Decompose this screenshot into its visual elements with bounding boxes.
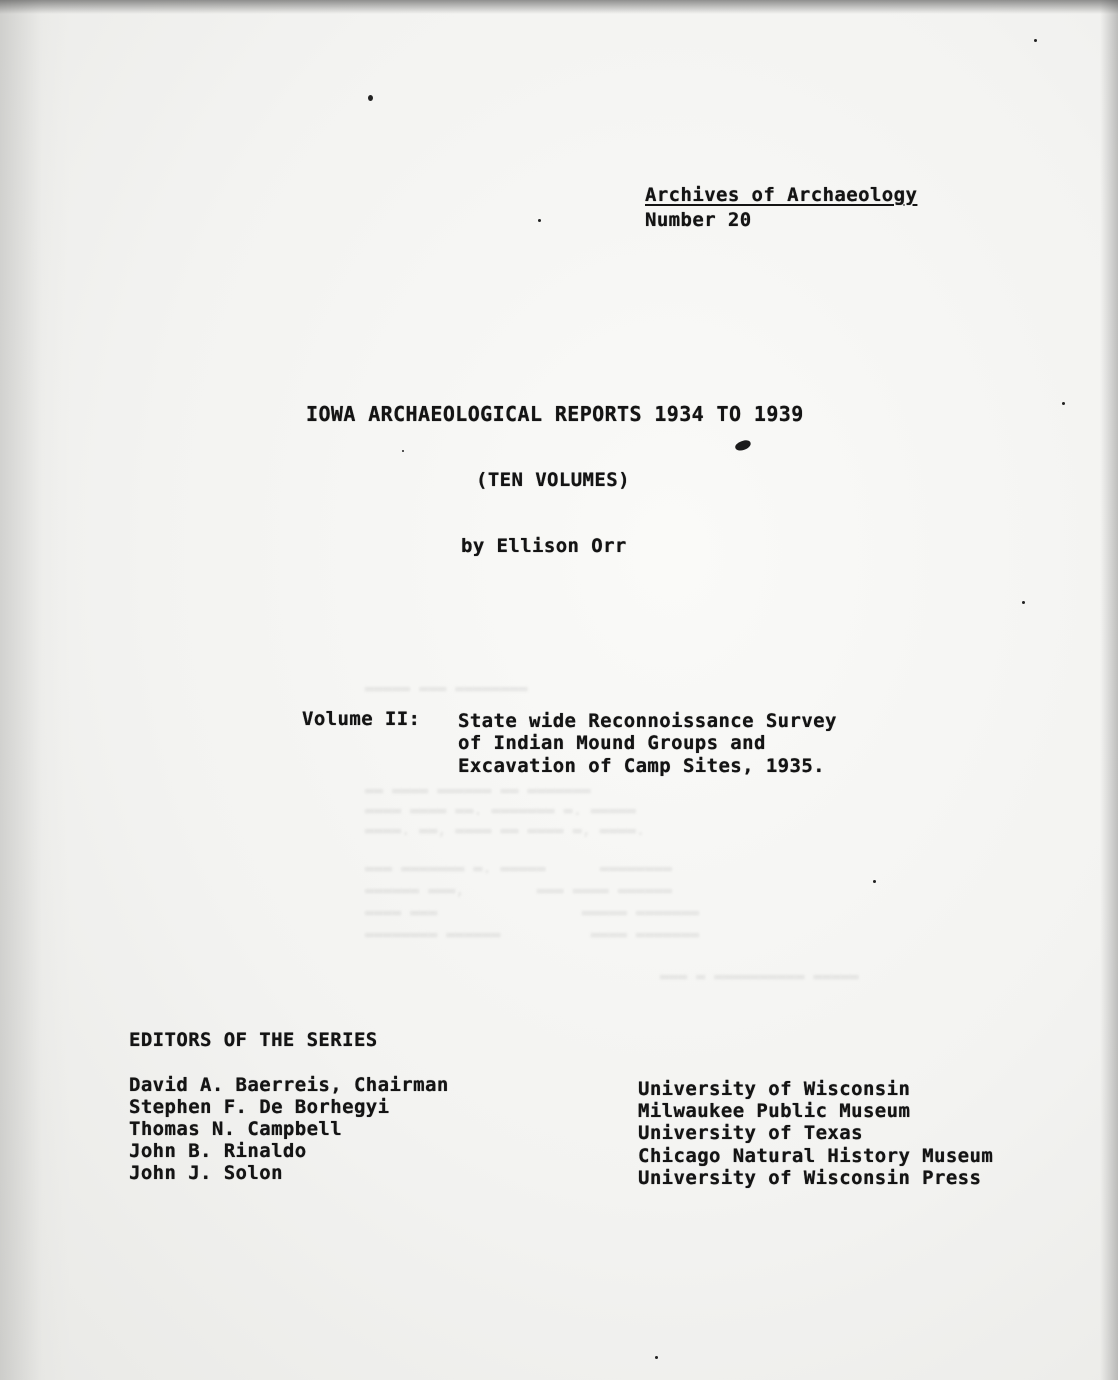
bleed-through-block: ▬▬▬▬ ▬▬▬ ▬▬▬▬▬ ▬▬▬▬▬▬▬ xyxy=(365,903,700,921)
editor-affiliation: University of Texas xyxy=(638,1122,863,1144)
dust-speck xyxy=(1022,601,1025,604)
editors-heading: EDITORS OF THE SERIES xyxy=(129,1029,378,1051)
bleed-through-block: ▬▬ ▬▬▬▬ ▬▬▬▬▬▬ ▬▬ ▬▬▬▬▬▬▬ xyxy=(365,781,591,799)
bleed-through-block: ▬▬▬▬. ▬▬, ▬▬▬▬ ▬▬ ▬▬▬▬ ▬, ▬▬▬▬. xyxy=(365,821,645,839)
ink-blot xyxy=(734,439,752,453)
bleed-through-block: ▬▬▬ ▬▬▬▬▬▬▬ ▬. ▬▬▬▬▬ ▬▬▬▬▬▬▬▬ xyxy=(365,859,673,877)
dust-speck xyxy=(402,450,404,452)
editor-affiliation: University of Wisconsin xyxy=(638,1078,911,1100)
scan-shadow-right xyxy=(1100,0,1118,1380)
dust-speck xyxy=(538,219,541,222)
scan-shadow-top xyxy=(0,0,1118,14)
volume-title-line: State wide Reconnoissance Survey xyxy=(458,710,837,732)
series-number: Number 20 xyxy=(645,209,752,231)
editor-name: David A. Baerreis, Chairman xyxy=(129,1074,449,1096)
editor-name: John J. Solon xyxy=(129,1162,283,1184)
dust-speck xyxy=(873,880,876,883)
report-title: IOWA ARCHAEOLOGICAL REPORTS 1934 TO 1939 xyxy=(306,402,804,426)
scan-shadow-left xyxy=(0,0,70,1380)
bleed-through-block: ▬▬▬▬▬ ▬▬▬ ▬▬▬▬▬▬▬▬ xyxy=(365,679,528,697)
bleed-through-block: ▬▬▬ ▬ ▬▬▬▬▬▬▬▬▬▬ ▬▬▬▬▬ xyxy=(660,967,859,985)
dust-speck xyxy=(655,1356,658,1359)
volume-count: (TEN VOLUMES) xyxy=(476,469,630,491)
editor-affiliation: Milwaukee Public Museum xyxy=(638,1100,911,1122)
editor-name: Thomas N. Campbell xyxy=(129,1118,343,1140)
dust-speck xyxy=(1034,39,1037,42)
series-name: Archives of Archaeology xyxy=(645,184,918,206)
editor-name: Stephen F. De Borhegyi xyxy=(129,1096,390,1118)
volume-title-line: of Indian Mound Groups and xyxy=(458,732,766,754)
editor-affiliation: Chicago Natural History Museum xyxy=(638,1145,994,1167)
dust-speck xyxy=(1062,402,1065,405)
volume-title-line: Excavation of Camp Sites, 1935. xyxy=(458,755,826,777)
dust-speck xyxy=(368,95,373,101)
bleed-through-block: ▬▬▬▬ ▬▬▬▬ ▬▬. ▬▬▬▬▬▬▬ ▬. ▬▬▬▬▬ xyxy=(365,801,636,819)
bleed-through-block: ▬▬▬▬▬▬▬▬ ▬▬▬▬▬▬ ▬▬▬▬ ▬▬▬▬▬▬▬ xyxy=(365,925,700,943)
author-line: by Ellison Orr xyxy=(461,535,627,557)
volume-label: Volume II: xyxy=(302,708,421,730)
bleed-through-block: ▬▬▬▬▬▬ ▬▬▬, ▬▬▬ ▬▬▬▬ ▬▬▬▬▬▬ xyxy=(365,881,673,899)
editor-affiliation: University of Wisconsin Press xyxy=(638,1167,982,1189)
editor-name: John B. Rinaldo xyxy=(129,1140,307,1162)
